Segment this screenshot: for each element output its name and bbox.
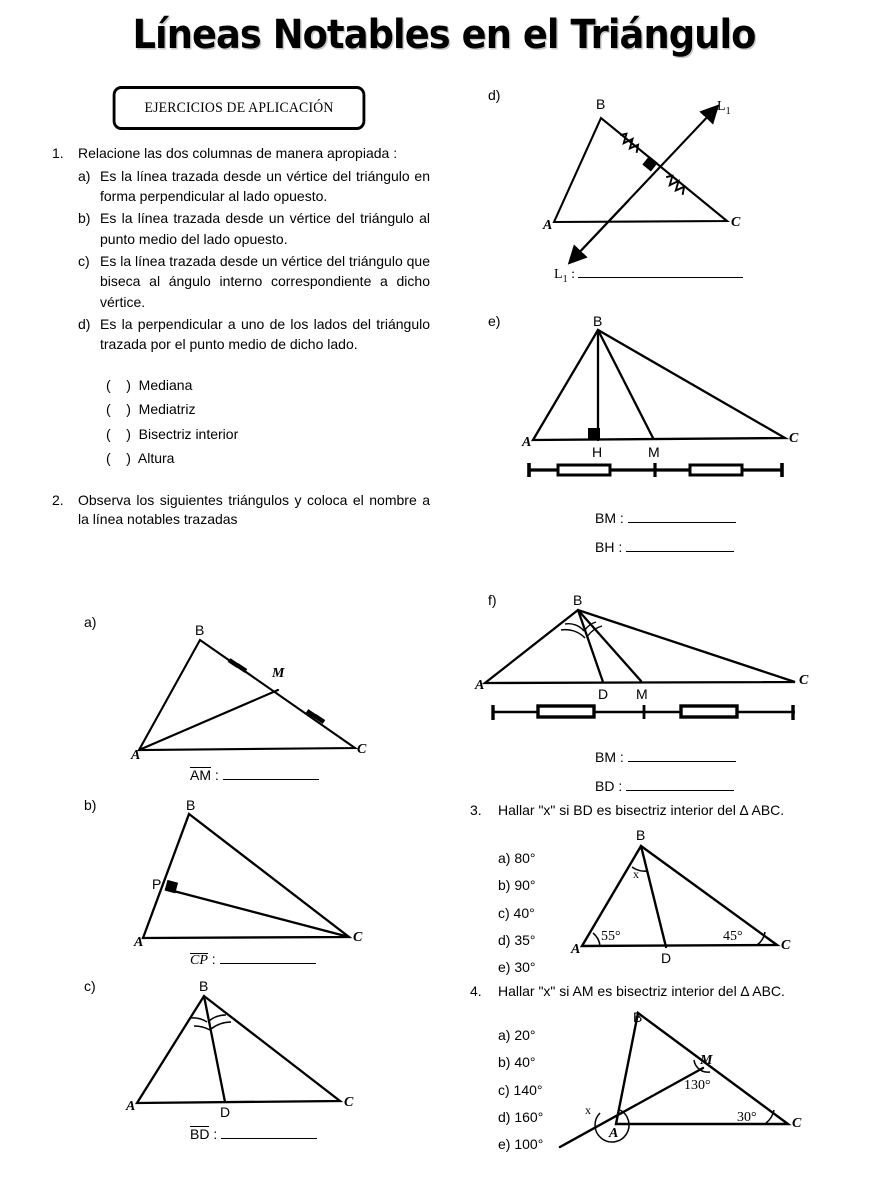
item-c-letter: c) <box>78 253 90 270</box>
figure-f-vertex-C: C <box>799 673 809 688</box>
figure-f-median-BM <box>578 610 641 681</box>
item-b-text: Es la línea trazada desde un vértice del triángulo al punto medio del lado opuesto. <box>100 210 430 247</box>
figure-d-line-label-sub: 1 <box>725 105 731 117</box>
figure-a-letter: a) <box>84 614 97 630</box>
exercise-4-bisector-AM-extended <box>560 1068 703 1147</box>
exercise-4-angle-x: x <box>585 1103 591 1117</box>
item-c-text: Es la línea trazada desde un vértice del triángulo que biseca al ángulo interno correspondiente a dicho vértice. <box>100 253 430 310</box>
figure-f-vertex-B: B <box>573 592 583 608</box>
exercise-3-prompt <box>498 802 882 818</box>
exercise-4-vertex-A: A <box>609 1126 619 1141</box>
exercise-3-prompt-pre: Hallar "x" si <box>498 802 574 818</box>
figure-e-answer-BM[interactable] <box>595 509 736 526</box>
figure-c-vertex-A: A <box>126 1099 136 1114</box>
exercise-3-option-d[interactable]: d) 35° <box>498 931 536 948</box>
item-a-letter: a) <box>78 167 91 184</box>
figure-d-answer-sep: : <box>571 267 575 282</box>
exercise-3-point-D: D <box>661 950 672 966</box>
exercise-3-angle-x: x <box>633 867 639 881</box>
figure-a-answer-blank[interactable] <box>223 766 319 780</box>
figure-d-answer-label: L <box>554 267 563 282</box>
exercise-3-option-c[interactable]: c) 40° <box>498 904 535 921</box>
item-d-letter: d) <box>78 315 91 332</box>
exercise-2-prompt: Observa los siguientes triángulos y coloca el nombre a la línea notables trazadas <box>78 491 430 528</box>
figure-d-line-L1-lower <box>575 200 629 257</box>
exercise-3-prompt-segment: BD <box>573 802 593 818</box>
exercise-3-vertex-C: C <box>781 938 791 953</box>
figure-d-vertex-B: B <box>596 96 606 112</box>
exercise-1 <box>52 144 430 471</box>
figure-c-vertex-B: B <box>199 978 209 994</box>
figure-b-vertex-C: C <box>353 930 363 945</box>
figure-f-answer-BD-blank[interactable] <box>626 777 734 791</box>
figure-d-answer-line[interactable] <box>554 264 743 285</box>
exercise-4-option-a[interactable]: a) 20° <box>498 1027 536 1043</box>
figure-f-point-M: M <box>636 686 648 702</box>
figure-c-triangle <box>137 996 340 1103</box>
figure-f-angle-arcs <box>561 622 602 638</box>
figure-e-answer-BH-blank[interactable] <box>626 538 734 552</box>
figure-f-answer-BM-label: BM <box>595 749 616 765</box>
figure-d-letter: d) <box>488 87 501 103</box>
exercise-4-option-c[interactable]: c) 140° <box>498 1081 543 1098</box>
exercise-3-angle-A-value: 55° <box>601 929 621 944</box>
item-b-letter: b) <box>78 210 91 227</box>
exercise-4-option-d[interactable]: d) 160° <box>498 1108 544 1125</box>
figure-f-answer-BD[interactable] <box>595 777 734 794</box>
figure-e-answer-BH-sep: : <box>618 539 623 555</box>
exercise-1-prompt: Relacione las dos columnas de manera apropiada : <box>78 145 398 161</box>
match-option-altura[interactable]: ( ) Altura <box>106 450 175 467</box>
figure-e-right-angle-mark <box>588 428 600 440</box>
exercise-3-number: 3. <box>470 802 482 818</box>
exercise-3-angle-C-value: 45° <box>723 929 743 944</box>
exercise-1-item-d <box>78 314 430 355</box>
section-header-label: EJERCICIOS DE APLICACIÓN <box>144 99 334 116</box>
figure-a-answer-line[interactable] <box>190 766 319 783</box>
figure-b-right-angle-mark <box>165 880 178 893</box>
figure-e-point-M: M <box>648 444 660 460</box>
exercise-3-option-b[interactable]: b) 90° <box>498 877 536 894</box>
exercise-3-bisector-BD <box>641 846 666 947</box>
figure-f-vertex-A: A <box>475 678 485 693</box>
exercise-1-item-c <box>78 251 430 312</box>
figure-c-answer-label: BD <box>190 1126 210 1142</box>
figure-c-letter: c) <box>84 978 96 994</box>
exercise-4-vertex-B: B <box>633 1009 643 1025</box>
exercise-3-options <box>498 845 536 981</box>
exercise-3-vertex-B: B <box>636 827 646 843</box>
match-options-list <box>106 373 430 471</box>
figure-c-answer-line[interactable] <box>190 1125 317 1142</box>
figure-e-answer-BM-blank[interactable] <box>628 509 736 523</box>
figure-e-measure-bar <box>528 463 783 477</box>
exercise-4-angle-M-value: 130° <box>684 1078 711 1093</box>
figure-e-answer-BM-label: BM <box>595 510 616 526</box>
figure-e-answer-BH[interactable] <box>595 538 734 555</box>
exercise-3-option-a[interactable]: a) 80° <box>498 850 536 866</box>
figure-f-answer-BM[interactable] <box>595 748 736 765</box>
figure-a-point-M: M <box>272 666 285 681</box>
figure-d-answer-blank[interactable] <box>578 264 743 278</box>
exercise-3 <box>470 802 882 818</box>
left-column <box>52 86 430 530</box>
figure-f-bisector-BD <box>578 610 603 682</box>
figure-a-answer-sep: : <box>214 767 219 783</box>
exercise-4 <box>470 983 882 999</box>
figure-f-letter: f) <box>488 592 497 608</box>
match-option-mediatriz[interactable]: ( ) Mediatriz <box>106 401 196 418</box>
exercise-3-option-e[interactable]: e) 30° <box>498 959 536 976</box>
figure-e-median-BM <box>598 330 653 438</box>
figure-f-measure-bar <box>492 705 795 720</box>
exercise-4-point-M: M <box>700 1053 713 1068</box>
figure-b-altitude-CP <box>166 889 349 937</box>
exercise-4-number: 4. <box>470 983 482 999</box>
figure-d-zigzag-marks <box>618 131 688 195</box>
figure-d-triangle <box>554 118 727 222</box>
exercise-1-item-b <box>78 208 430 249</box>
figure-f-triangle <box>485 610 795 683</box>
exercise-4-angle-C-value: 30° <box>737 1110 757 1125</box>
figure-d-line-L1-upper <box>573 112 712 259</box>
figure-d-vertex-A: A <box>543 218 553 233</box>
figure-b-triangle <box>143 814 349 938</box>
figure-f-point-D: D <box>598 686 609 702</box>
figure-b-point-P: P <box>152 876 162 892</box>
figure-d-line-label-L1 <box>717 99 731 117</box>
figure-e-triangle <box>533 330 785 440</box>
figure-b-vertex-A: A <box>134 935 144 950</box>
figure-d-right-angle-mark <box>642 156 657 171</box>
figure-e-vertex-A: A <box>522 435 532 450</box>
figure-b-letter: b) <box>84 797 97 813</box>
figure-a-vertex-A: A <box>131 748 141 763</box>
exercise-4-angle-arc-C <box>766 1110 774 1123</box>
match-option-mediana[interactable]: ( ) Mediana <box>106 376 193 393</box>
figure-c-point-D: D <box>220 1104 231 1120</box>
figure-f-answer-BD-sep: : <box>618 778 623 794</box>
exercise-3-angle-arc-C <box>757 932 765 945</box>
exercise-4-options <box>498 1022 543 1158</box>
figure-d-line-label-base: L <box>717 99 726 114</box>
figure-a-vertex-B: B <box>195 622 205 638</box>
figure-c-bisector-BD <box>204 996 225 1102</box>
exercise-3-angle-arc-A <box>593 933 600 946</box>
figure-e-answer-BH-label: BH <box>595 539 615 555</box>
exercise-4-vertex-C: C <box>792 1116 802 1131</box>
figure-e-letter: e) <box>488 313 501 329</box>
exercise-4-prompt-pre: Hallar "x" si <box>498 983 573 999</box>
figure-e-vertex-C: C <box>789 431 799 446</box>
figure-e-answer-BM-sep: : <box>619 510 624 526</box>
item-d-text: Es la perpendicular a uno de los lados del triángulo trazada por el punto medio de dicho lado. <box>100 315 430 353</box>
exercise-2-number: 2. <box>52 491 64 508</box>
figure-e-vertex-B: B <box>593 313 603 329</box>
exercise-4-option-b[interactable]: b) 40° <box>498 1054 536 1071</box>
figure-a-answer-label: AM <box>190 767 211 783</box>
exercise-4-prompt-post: es bisectriz interior del ∆ ABC. <box>593 983 785 999</box>
figure-b-answer-label: CP <box>190 953 208 968</box>
figure-b-vertex-B: B <box>186 797 196 813</box>
match-option-bisectriz-interior[interactable]: ( ) Bisectriz interior <box>106 425 239 442</box>
exercise-3-vertex-A: A <box>571 942 581 957</box>
exercise-2 <box>52 491 430 531</box>
exercise-1-number: 1. <box>52 145 64 161</box>
figure-b-answer-sep: : <box>211 951 216 967</box>
figure-f-answer-BM-sep: : <box>619 749 624 765</box>
section-header-box <box>113 86 366 130</box>
figure-e-point-H: H <box>592 444 603 460</box>
exercise-4-prompt-segment: AM <box>572 983 594 999</box>
item-a-text: Es la línea trazada desde un vértice del triángulo en forma perpendicular al lado opuesto. <box>100 167 430 205</box>
figure-a-median-AM <box>139 690 278 750</box>
figure-c-vertex-C: C <box>344 1095 354 1110</box>
figure-c-answer-sep: : <box>213 1126 218 1142</box>
figure-c-angle-arcs <box>191 1015 231 1030</box>
exercise-4-prompt <box>498 983 882 999</box>
figure-a-triangle <box>139 640 355 750</box>
figure-f-answer-BM-blank[interactable] <box>628 748 736 762</box>
figure-b-answer-line[interactable] <box>190 950 316 969</box>
figure-f-answer-BD-label: BD <box>595 778 615 794</box>
figure-d-vertex-C: C <box>731 215 741 230</box>
exercise-1-item-a <box>78 166 430 207</box>
figure-c-answer-blank[interactable] <box>221 1125 317 1139</box>
exercise-3-prompt-post: es bisectriz interior del ∆ ABC. <box>592 802 785 818</box>
figure-a-vertex-C: C <box>357 742 367 757</box>
exercise-4-option-e[interactable]: e) 100° <box>498 1136 544 1153</box>
page-title: Líneas Notables en el Triángulo <box>132 12 756 58</box>
figure-b-answer-blank[interactable] <box>220 950 316 964</box>
figure-d-answer-sub: 1 <box>562 273 568 285</box>
